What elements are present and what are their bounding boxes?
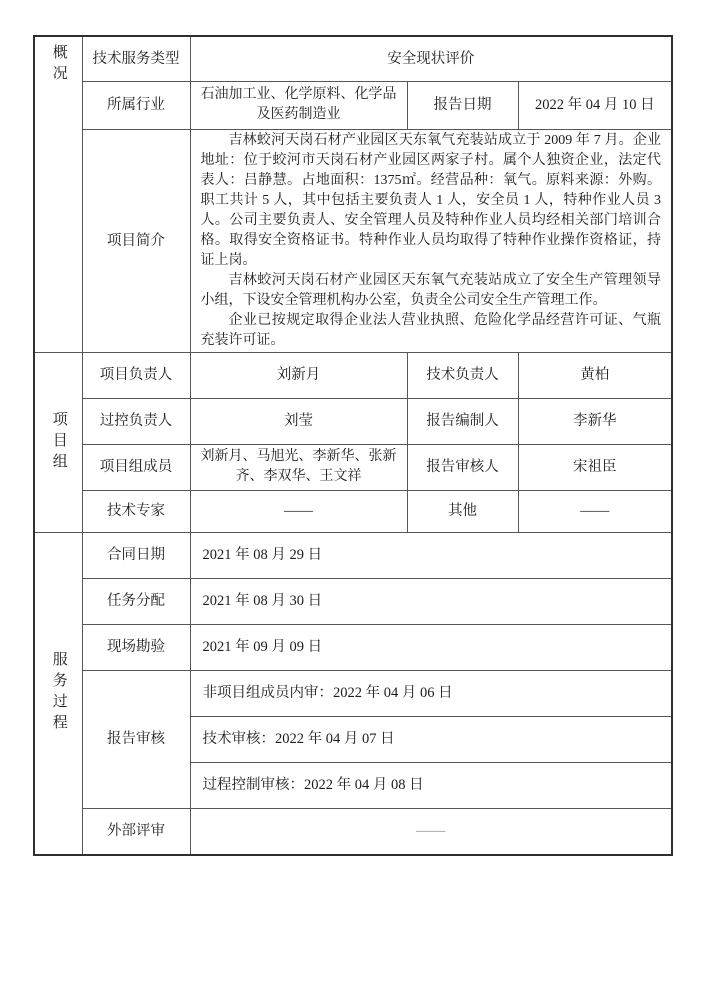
intro-paragraph: 吉林蛟河天岗石材产业园区天东氧气充装站成立于 2009 年 7 月。企业地址：位于蛟河市天岗石材产业园区两家子村。属个人独资企业，法定代表人：吕静慧。占地面积：1375㎡。经营品种：氧气。原料来源：外购。职工共计 5 人，其中包括主要负责人 1 人，安全员 1 人，特种作业人员 3 人。公司主要负责人、安全管理人员及特种作业人员均经相关部门培训合格。取得安全资格证书。特种作业人员均取得了特种作业操作资格证，持证上岗。 bbox=[200, 132, 662, 269]
intro-paragraph: 吉林蛟河天岗石材产业园区天东氧气充装站成立了安全生产管理领导小组，下设安全管理机构办公室，负责全公司安全生产管理工作。 bbox=[200, 273, 662, 309]
report-reviewer-value: 宋祖臣 bbox=[518, 444, 672, 490]
other-value: —— bbox=[518, 490, 672, 532]
section-label-team: 项目组 bbox=[50, 410, 67, 474]
section-cell-overview bbox=[34, 36, 82, 352]
project-leader-label: 项目负责人 bbox=[82, 352, 190, 398]
technical-leader-value: 黄柏 bbox=[518, 352, 672, 398]
row-external-review bbox=[34, 808, 672, 855]
team-members-label: 项目组成员 bbox=[82, 444, 190, 490]
intro-paragraph: 企业已按规定取得企业法人营业执照、危险化学品经营许可证、气瓶充装许可证。 bbox=[200, 313, 662, 349]
service-type-value: 安全现状评价 bbox=[190, 36, 672, 81]
row-industry bbox=[34, 81, 672, 129]
report-author-label: 报告编制人 bbox=[407, 398, 518, 444]
report-reviewer-label: 报告审核人 bbox=[407, 444, 518, 490]
internal-review-value: 非项目组成员内审：2022 年 04 月 06 日 bbox=[190, 670, 672, 716]
industry-value: 石油加工业、化学原料、化学品及医药制造业 bbox=[190, 81, 407, 129]
section-cell-process bbox=[34, 532, 82, 855]
task-assignment-label: 任务分配 bbox=[82, 578, 190, 624]
project-intro-label: 项目简介 bbox=[82, 129, 190, 352]
report-review-label: 报告审核 bbox=[82, 670, 190, 808]
task-assignment-value: 2021 年 08 月 30 日 bbox=[190, 578, 672, 624]
row-contract-date bbox=[34, 532, 672, 578]
technical-expert-label: 技术专家 bbox=[82, 490, 190, 532]
row-project-intro bbox=[34, 129, 672, 352]
row-internal-review bbox=[34, 670, 672, 716]
report-author-value: 李新华 bbox=[518, 398, 672, 444]
project-intro-text bbox=[190, 129, 672, 352]
row-task-assignment bbox=[34, 578, 672, 624]
row-service-type bbox=[34, 36, 672, 81]
row-technical-expert bbox=[34, 490, 672, 532]
process-control-review-value: 过程控制审核：2022 年 04 月 08 日 bbox=[190, 762, 672, 808]
project-leader-value: 刘新月 bbox=[190, 352, 407, 398]
external-review-label: 外部评审 bbox=[82, 808, 190, 855]
other-label: 其他 bbox=[407, 490, 518, 532]
row-site-survey bbox=[34, 624, 672, 670]
section-cell-team bbox=[34, 352, 82, 532]
site-survey-label: 现场勘验 bbox=[82, 624, 190, 670]
technical-review-value: 技术审核：2022 年 04 月 07 日 bbox=[190, 716, 672, 762]
process-control-leader-value: 刘莹 bbox=[190, 398, 407, 444]
service-info-table bbox=[33, 35, 673, 856]
contract-date-value: 2021 年 08 月 29 日 bbox=[190, 532, 672, 578]
technical-expert-value: —— bbox=[190, 490, 407, 532]
row-process-control-leader bbox=[34, 398, 672, 444]
industry-label: 所属行业 bbox=[82, 81, 190, 129]
team-members-value: 刘新月、马旭光、李新华、张新齐、李双华、王文祥 bbox=[190, 444, 407, 490]
section-label-process: 服务过程 bbox=[50, 651, 67, 736]
contract-date-label: 合同日期 bbox=[82, 532, 190, 578]
row-project-leader bbox=[34, 352, 672, 398]
site-survey-value: 2021 年 09 月 09 日 bbox=[190, 624, 672, 670]
service-type-label: 技术服务类型 bbox=[82, 36, 190, 81]
report-date-value: 2022 年 04 月 10 日 bbox=[518, 81, 672, 129]
report-date-label: 报告日期 bbox=[407, 81, 518, 129]
technical-leader-label: 技术负责人 bbox=[407, 352, 518, 398]
row-team-members bbox=[34, 444, 672, 490]
section-label-overview: 概况 bbox=[50, 44, 67, 86]
process-control-leader-label: 过控负责人 bbox=[82, 398, 190, 444]
external-review-value: —— bbox=[190, 808, 672, 855]
